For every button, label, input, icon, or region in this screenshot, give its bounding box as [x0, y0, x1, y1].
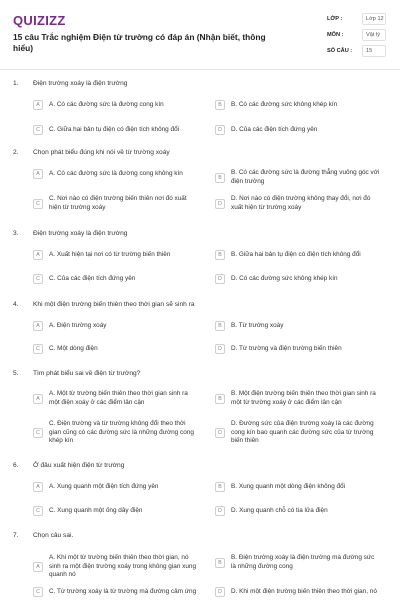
option-letter-box: B [215, 100, 225, 110]
option-c[interactable] [33, 125, 199, 135]
option-d[interactable] [215, 506, 381, 516]
question-number: 1. [13, 80, 19, 87]
option-letter-box: C [33, 587, 43, 597]
option-text: D. Khi một điện trường biến thiên theo thời gian, nó [231, 587, 377, 595]
option-text: A. Điện trường xoáy [49, 321, 107, 329]
question-number: 3. [13, 230, 19, 237]
worksheet-title: 15 câu Trắc nghiệm Điện từ trường có đáp án (Nhận biết, thông hiểu) [13, 32, 266, 53]
question-number: 7. [13, 532, 19, 539]
option-d[interactable] [215, 344, 381, 354]
option-c[interactable] [33, 506, 199, 516]
option-letter-box: A [33, 321, 43, 331]
option-letter-box: B [215, 558, 225, 568]
option-text: D. Nơi nào có điện trường không thay đổi, nơi đó xuất hiện từ trường xoáy [231, 195, 371, 211]
option-b[interactable] [215, 100, 381, 110]
option-letter-box: A [33, 394, 43, 404]
option-text: A. Xung quanh một điện tích đứng yên [49, 482, 159, 490]
option-letter-box: C [33, 428, 43, 438]
option-text: D. Xung quanh chỗ có tia lửa điện [231, 506, 328, 514]
question-text: Khi một điện trường biến thiên theo thời gian sẽ sinh ra [33, 301, 195, 308]
meta-value: Vật lý [362, 29, 386, 41]
option-d[interactable] [215, 587, 381, 597]
option-text: C. Từ trường xoáy là từ trường mà đường cảm ứng [49, 587, 197, 595]
question-number: 6. [13, 462, 19, 469]
option-letter-box: B [215, 250, 225, 260]
option-text: D. Có các đường sức không khép kín [231, 274, 338, 282]
option-text: C. Nơi nào có điện trường biến thiên nơi đó xuất hiện từ trường xoáy [49, 195, 187, 211]
question-text: Ở đâu xuất hiện điện từ trường [33, 462, 125, 469]
option-d[interactable] [215, 420, 381, 446]
question-text: Chọn câu sai. [33, 532, 74, 539]
option-a[interactable] [33, 482, 199, 492]
option-text: D. Từ trường và điện trường biến thiên [231, 344, 342, 352]
quizizz-logo: QUIZIZZ [13, 13, 66, 28]
option-text: A. Xuất hiện tại nơi có từ trường biến thiên [49, 250, 171, 258]
worksheet-meta [327, 13, 389, 61]
question-text: Điện trường xoáy là điện trường [33, 80, 128, 87]
option-letter-box: B [215, 321, 225, 331]
option-d[interactable] [215, 125, 381, 135]
option-letter-box: D [215, 125, 225, 135]
option-text: B. Có các đường sức không khép kín [231, 100, 338, 108]
meta-label: SỐ CÂU : [327, 48, 353, 54]
meta-row-subject [327, 29, 389, 45]
option-text: D. Đường sức của điện trường xoáy là các đường cong kín bao quanh các đường sức của từ trường biến thiên [231, 420, 374, 444]
option-letter-box: C [33, 125, 43, 135]
option-c[interactable] [33, 274, 199, 284]
option-letter-box: B [215, 394, 225, 404]
option-c[interactable] [33, 344, 199, 354]
option-letter-box: B [215, 482, 225, 492]
option-b[interactable] [215, 321, 381, 331]
option-text: C. Của các điện tích đứng yên [49, 274, 136, 282]
option-letter-box: C [33, 344, 43, 354]
meta-value: 15 [362, 45, 386, 57]
option-letter-box: D [215, 199, 225, 209]
option-text: A. Một từ trường biến thiên theo thời gian sinh ra một điện xoáy ở các điểm lân cận [49, 390, 188, 406]
option-letter-box: A [33, 482, 43, 492]
option-b[interactable] [215, 390, 381, 407]
question-text: Điện trường xoáy là điện trường [33, 230, 128, 237]
option-a[interactable] [33, 390, 199, 407]
option-d[interactable] [215, 195, 381, 212]
option-letter-box: C [33, 199, 43, 209]
option-text: B. Giữa hai bản tụ điện có điện tích không đổi [231, 250, 361, 258]
meta-row-count [327, 45, 389, 61]
option-c[interactable] [33, 420, 199, 446]
option-c[interactable] [33, 195, 199, 212]
option-letter-box: A [33, 100, 43, 110]
option-a[interactable] [33, 321, 199, 331]
option-text: A. Có các đường sức là đường cong kín [49, 100, 164, 108]
option-b[interactable] [215, 169, 381, 186]
option-b[interactable] [215, 554, 381, 571]
meta-row-class [327, 13, 389, 29]
option-letter-box: B [215, 173, 225, 183]
meta-label: LỚP : [327, 16, 343, 22]
option-b[interactable] [215, 482, 381, 492]
option-text: B. Một điện trường biến thiên theo thời gian sinh ra một từ trường xoáy ở các điểm lân cận [231, 390, 376, 406]
option-text: B. Xung quanh một dòng điện không đổi [231, 482, 346, 490]
option-text: B. Có các đường sức là đường thẳng vuông góc với điện trường [231, 169, 380, 185]
option-a[interactable] [33, 250, 199, 260]
option-a[interactable] [33, 100, 199, 110]
option-text: A. Có các đường sức là đường cong không kín [49, 169, 183, 177]
question-number: 2. [13, 149, 19, 156]
option-text: A. Khi một từ trường biến thiên theo thời gian, nó sinh ra một điện trường xoáy trong không gian xung quanh nó [49, 554, 197, 578]
question-text: Chọn phát biểu đúng khi nói về từ trường xoáy [33, 149, 170, 156]
option-a[interactable] [33, 169, 199, 179]
option-text: B. Điện trường xoáy là điện trường mà đường sức là những đường cong [231, 554, 375, 570]
question-number: 5. [13, 370, 19, 377]
option-letter-box: A [33, 562, 43, 572]
meta-value: Lớp 12 [362, 13, 386, 25]
option-letter-box: A [33, 169, 43, 179]
option-text: C. Một dòng điện [49, 344, 98, 352]
meta-label: MÔN : [327, 32, 344, 38]
worksheet-header [0, 0, 400, 70]
option-letter-box: C [33, 506, 43, 516]
option-d[interactable] [215, 274, 381, 284]
option-letter-box: D [215, 428, 225, 438]
option-text: C. Điện trường và từ trường không đổi theo thời gian cũng có các đường sức là những đường cong khép kín [49, 420, 194, 444]
option-letter-box: C [33, 274, 43, 284]
question-number: 4. [13, 301, 19, 308]
option-a[interactable] [33, 554, 199, 580]
option-letter-box: D [215, 506, 225, 516]
option-text: C. Giữa hai bản tụ điện có điện tích không đổi [49, 125, 180, 133]
option-letter-box: D [215, 587, 225, 597]
question-text: Tìm phát biểu sai về điện từ trường? [33, 370, 141, 377]
option-c[interactable] [33, 587, 199, 597]
option-letter-box: D [215, 344, 225, 354]
option-b[interactable] [215, 250, 381, 260]
option-letter-box: A [33, 250, 43, 260]
option-text: B. Từ trường xoáy [231, 321, 284, 329]
option-text: D. Của các điện tích đứng yên [231, 125, 318, 133]
option-text: C. Xung quanh một ống dây điện [49, 506, 143, 514]
option-letter-box: D [215, 274, 225, 284]
